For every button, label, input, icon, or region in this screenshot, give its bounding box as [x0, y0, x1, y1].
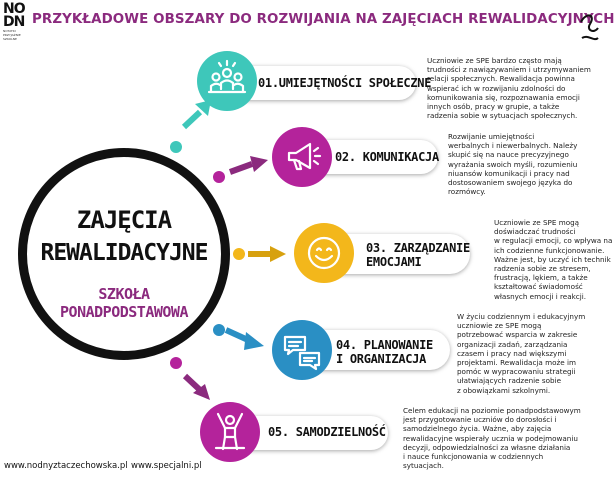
area-label-1: 01.UMIEJĘTNOŚCI SPOŁECZNE: [258, 76, 432, 90]
description-line: innych osób, pracy w grupie, a także: [427, 102, 560, 112]
description-line: kształtować świadomość: [494, 282, 583, 292]
description-line: wyrażania swoich myśli, rozumieniu: [448, 159, 578, 169]
description-line: jest przygotowanie uczniów do dorosłości i: [403, 415, 557, 425]
area-icon-circle-5: [200, 402, 260, 462]
description-line: uczniowie ze SPE mogą: [457, 321, 542, 331]
description-line: W życiu codziennym i edukacyjnym: [457, 312, 586, 321]
smiley-icon: [294, 223, 354, 283]
description-line: i nauce funkcjonowania w codziennych: [403, 452, 544, 462]
description-line: doświadczać trudności: [494, 227, 576, 237]
area-label-5: 05. SAMODZIELNOŚĆ: [268, 425, 386, 439]
description-line: Celem edukacji na poziomie ponadpodstawowym: [403, 406, 581, 415]
arrow-4-icon: [244, 332, 264, 350]
area-description-5: [403, 406, 599, 470]
description-line: ułatwiających radzenie sobie: [457, 376, 561, 386]
description-line: organizacji zadań, zarządzania: [457, 339, 568, 349]
center-title-line1: ZAJĘCIA: [76, 206, 172, 234]
description-line: wspierać ich w rozwijaniu zdolności do: [427, 83, 566, 93]
area-icon-circle-4: [272, 320, 332, 380]
description-line: własnych emocji i reakcji.: [494, 291, 587, 301]
area-description-1: [427, 56, 599, 120]
area-icon-circle-3: [294, 223, 354, 283]
center-title-line2: REWALIDACYJNE: [40, 240, 208, 266]
dot-purple: [170, 357, 182, 369]
description-line: Ważne jest, by uczyć ich technik: [494, 254, 611, 264]
people-group-icon: [197, 51, 257, 111]
description-line: potrzebować wsparcia w zakresie: [457, 330, 578, 340]
logo-line4: SZKOLNE: [3, 37, 17, 41]
description-line: dostosowaniem swojego języka do: [448, 178, 573, 188]
description-line: w regulacji emocji, co wpływa na: [494, 236, 613, 246]
dot-teal: [170, 141, 182, 153]
description-line: pomóc w wypracowaniu strategii: [457, 367, 576, 377]
area-description-3: [494, 218, 613, 301]
description-line: samodzielnego życia. Ważne, aby zajęcia: [403, 424, 552, 434]
description-line: radzenia sobie w sytuacjach społecznych.: [427, 111, 578, 121]
dot-blue: [213, 324, 225, 336]
description-line: trudności z nawiązywaniem i utrzymywaniem: [427, 65, 591, 75]
description-line: komunikowania się, rozpoznawania emocji: [427, 92, 580, 102]
logo-line1: NO: [3, 1, 25, 17]
area-label-2: 02. KOMUNIKACJA: [335, 150, 439, 164]
description-line: werbalnych i niewerbalnych. Należy: [448, 141, 578, 151]
area-description-2: [448, 132, 598, 196]
area-description-4: [457, 312, 600, 395]
description-line: decyzji, odpowiedzialności za własne działania: [403, 442, 571, 452]
page-title: PRZYKŁADOWE OBSZARY DO ROZWIJANIA NA ZAJĘCIACH REWALIDACYJNYCH: [32, 12, 615, 27]
description-line: rewalidacyjne wspierały ucznia w podejmowaniu: [403, 433, 578, 443]
description-line: skupić się na nauce precyzyjnego: [448, 150, 569, 160]
description-line: Uczniowie ze SPE mogą: [494, 218, 580, 227]
speech-bubbles-icon: [272, 320, 332, 380]
dot-yellow: [233, 248, 245, 260]
description-line: frustracją, lękiem, a także: [494, 273, 588, 283]
description-line: radzenia sobie ze stresem,: [494, 264, 591, 274]
megaphone-icon: [272, 127, 332, 187]
center-subtitle-line2: PONADPODSTAWOWA: [60, 303, 188, 321]
description-line: z obowiązkami szkolnymi.: [457, 385, 551, 395]
footer-link-2[interactable]: www.specjalni.pl: [131, 461, 202, 471]
logo-line2: DN: [3, 14, 25, 30]
area-label-4-line1: 04. PLANOWANIE: [336, 338, 433, 352]
description-line: projektami. Rewalidacja może im: [457, 358, 576, 368]
arrow-2-icon: [250, 156, 268, 172]
center-subtitle-line1: SZKOŁA: [98, 285, 150, 303]
person-cheering-icon: [200, 402, 260, 462]
description-line: czasem i pracy nad większymi: [457, 348, 567, 358]
area-label-3-line1: 03. ZARZĄDZANIE: [366, 241, 470, 255]
arrow-3-icon: [270, 246, 286, 262]
description-line: Uczniowie ze SPE bardzo często mają: [427, 56, 562, 65]
description-line: rozmówcy.: [448, 187, 486, 197]
area-icon-circle-2: [272, 127, 332, 187]
dot-magenta: [213, 171, 225, 183]
logo-line3: NOTATKI PRZYJAŹNIE: [3, 29, 21, 37]
area-label-4-line2: I ORGANIZACJA: [336, 352, 427, 366]
description-line: niuansów komunikacji i pracy nad: [448, 168, 570, 178]
footer-link-1[interactable]: www.nodnyztaczechowska.pl: [4, 461, 128, 471]
area-icon-circle-1: [197, 51, 257, 111]
description-line: relacji społecznych. Rewalidacja powinna: [427, 74, 575, 84]
area-label-3-line2: EMOCJAMI: [366, 255, 422, 269]
description-line: sytuacjach.: [403, 461, 444, 471]
description-line: ich codzienne funkcjonowanie.: [494, 245, 605, 255]
description-line: Rozwijanie umiejętności: [448, 132, 535, 141]
